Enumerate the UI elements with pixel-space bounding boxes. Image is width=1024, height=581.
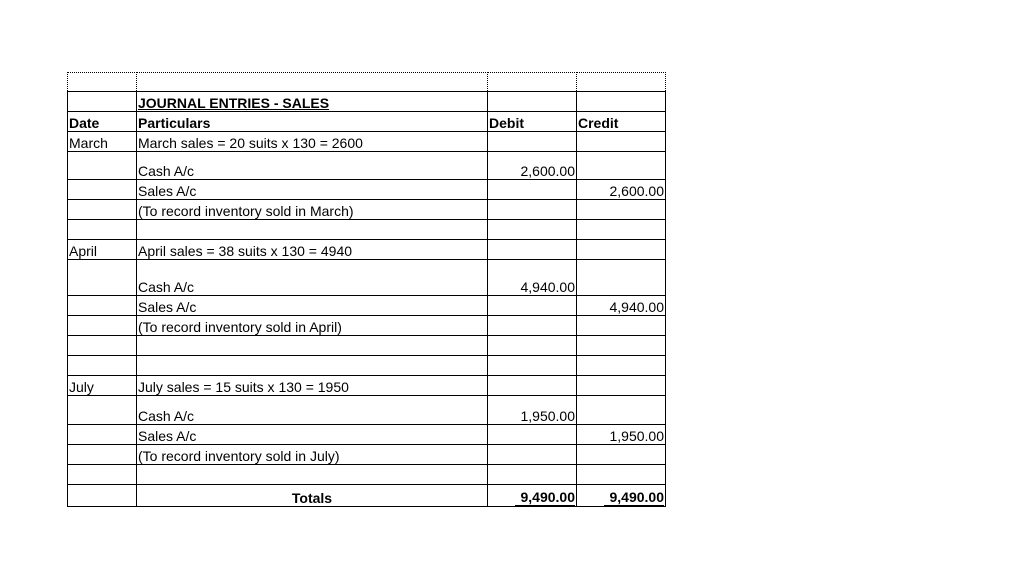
debit-account: Cash A/c bbox=[137, 152, 488, 180]
empty-row bbox=[68, 73, 666, 92]
empty-row bbox=[68, 336, 666, 356]
table-row bbox=[68, 425, 666, 445]
empty-row bbox=[68, 220, 666, 240]
journal-sheet bbox=[67, 72, 666, 507]
table-row bbox=[68, 316, 666, 336]
header-debit: Debit bbox=[488, 112, 577, 132]
narration: (To record inventory sold in April) bbox=[137, 316, 488, 336]
credit-account: Sales A/c bbox=[137, 296, 488, 316]
table-row bbox=[68, 180, 666, 200]
table-row bbox=[68, 296, 666, 316]
narration: (To record inventory sold in July) bbox=[137, 445, 488, 465]
debit-amount: 1,950.00 bbox=[488, 396, 577, 425]
entry-calc: April sales = 38 suits x 130 = 4940 bbox=[137, 240, 488, 260]
entry-month: April bbox=[68, 240, 137, 260]
table-row bbox=[68, 200, 666, 220]
entry-calc: March sales = 20 suits x 130 = 2600 bbox=[137, 132, 488, 152]
narration: (To record inventory sold in March) bbox=[137, 200, 488, 220]
credit-amount: 1,950.00 bbox=[577, 425, 666, 445]
entry-month: March bbox=[68, 132, 137, 152]
header-row bbox=[68, 112, 666, 132]
table-row bbox=[68, 445, 666, 465]
table-row bbox=[68, 152, 666, 180]
credit-account: Sales A/c bbox=[137, 425, 488, 445]
table-row bbox=[68, 396, 666, 425]
table-row bbox=[68, 260, 666, 296]
credit-amount: 2,600.00 bbox=[577, 180, 666, 200]
entry-month: July bbox=[68, 376, 137, 396]
credit-account: Sales A/c bbox=[137, 180, 488, 200]
debit-amount: 4,940.00 bbox=[488, 260, 577, 296]
table-row bbox=[68, 376, 666, 396]
title-row bbox=[68, 92, 666, 112]
debit-amount: 2,600.00 bbox=[488, 152, 577, 180]
totals-label: Totals bbox=[137, 485, 488, 507]
debit-account: Cash A/c bbox=[137, 396, 488, 425]
header-credit: Credit bbox=[577, 112, 666, 132]
totals-row bbox=[68, 485, 666, 507]
header-date: Date bbox=[68, 112, 137, 132]
empty-row bbox=[68, 465, 666, 485]
entry-calc: July sales = 15 suits x 130 = 1950 bbox=[137, 376, 488, 396]
total-debit: 9,490.00 bbox=[515, 489, 576, 506]
credit-amount: 4,940.00 bbox=[577, 296, 666, 316]
total-credit: 9,490.00 bbox=[604, 489, 665, 506]
table-row bbox=[68, 240, 666, 260]
empty-row bbox=[68, 356, 666, 376]
header-particulars: Particulars bbox=[137, 112, 488, 132]
table-row bbox=[68, 132, 666, 152]
sheet-title: JOURNAL ENTRIES - SALES bbox=[138, 95, 330, 111]
debit-account: Cash A/c bbox=[137, 260, 488, 296]
